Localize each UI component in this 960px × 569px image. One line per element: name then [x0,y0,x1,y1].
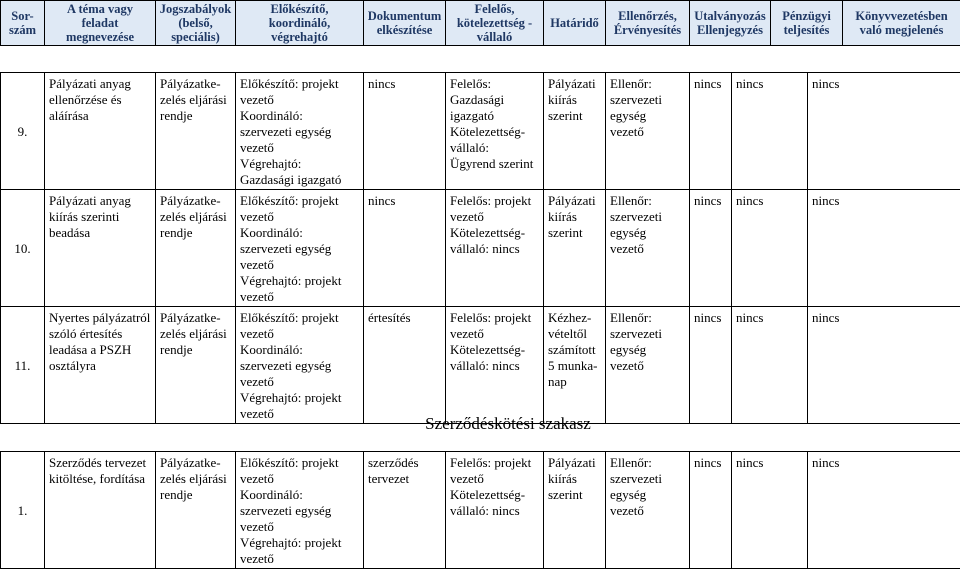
header-cell-roles: Előkészítő, koordináló, végrehajtó [236,1,364,46]
row-check: Ellenőr: szervezeti egység vezető [606,452,690,569]
row-resp: Felelős: Gazdasági igazgató Kötelezettség- vállaló: Ügyrend szerint [446,73,544,190]
row-resp: Felelős: projekt vezető Kötelezettség- vállaló: nincs [446,307,544,424]
table-row [1,73,960,190]
table-main [0,72,960,424]
row-book: nincs [808,190,960,307]
row-book: nincs [808,307,960,424]
row-law: Pályázatke- zelés eljárási rendje [156,452,236,569]
header-cell-topic: A téma vagy feladat megnevezése [45,1,156,46]
row-law: Pályázatke- zelés eljárási rendje [156,73,236,190]
header-cell-check: Ellenőrzés, Érvényesítés [606,1,690,46]
row-resp: Felelős: projekt vezető Kötelezettség- vállaló: nincs [446,452,544,569]
row-fin: nincs [732,190,808,307]
header-row [1,1,960,46]
row-roles: Előkészítő: projekt vezető Koordináló: szervezeti egység vezető Végrehajtó: projekt vezető [236,190,364,307]
header-cell-deadline: Határidő [544,1,606,46]
row-book: nincs [808,73,960,190]
row-check: Ellenőr: szervezeti egység vezető [606,307,690,424]
header-cell-num: Sor- szám [1,1,45,46]
header-cell-doc: Dokumentum elkészítése [364,1,446,46]
row-deadline: Pályázati kiírás szerint [544,452,606,569]
row-num: 10. [1,190,45,307]
row-auth: nincs [690,73,732,190]
row-check: Ellenőr: szervezeti egység vezető [606,73,690,190]
header-cell-fin: Pénzügyi teljesítés [771,1,843,46]
row-auth: nincs [690,307,732,424]
row-topic: Szerződés tervezet kitöltése, fordítása [45,452,156,569]
header-cell-resp: Felelős, kötelezettség - vállaló [446,1,544,46]
row-fin: nincs [732,307,808,424]
table-section [0,451,960,569]
row-deadline: Kézhez- vételtől számított 5 munka- nap [544,307,606,424]
row-num: 1. [1,452,45,569]
row-deadline: Pályázati kiírás szerint [544,190,606,307]
header-cell-law: Jogszabályok (belső, speciális) [156,1,236,46]
row-topic: Pályázati anyag ellenőrzése és aláírása [45,73,156,190]
row-doc: szerződés tervezet [364,452,446,569]
row-roles: Előkészítő: projekt vezető Koordináló: szervezeti egység vezető Végrehajtó: projekt vezető [236,452,364,569]
row-book: nincs [808,452,960,569]
row-law: Pályázatke- zelés eljárási rendje [156,307,236,424]
row-auth: nincs [690,452,732,569]
row-law: Pályázatke- zelés eljárási rendje [156,190,236,307]
row-fin: nincs [732,452,808,569]
row-auth: nincs [690,190,732,307]
table-row [1,307,960,424]
section-title: Szerződéskötési szakasz [0,414,960,434]
row-resp: Felelős: projekt vezető Kötelezettség- vállaló: nincs [446,190,544,307]
row-doc: értesítés [364,307,446,424]
row-num: 9. [1,73,45,190]
row-roles: Előkészítő: projekt vezető Koordináló: szervezeti egység vezető Végrehajtó: projekt vezető [236,307,364,424]
table-header [0,0,960,46]
row-doc: nincs [364,73,446,190]
row-topic: Pályázati anyag kiírás szerinti beadása [45,190,156,307]
row-doc: nincs [364,190,446,307]
row-topic: Nyertes pályázatról szóló értesítés leadása a PSZH osztályra [45,307,156,424]
header-cell-book: Könyvvezetésben való megjelenés [843,1,960,46]
row-check: Ellenőr: szervezeti egység vezető [606,190,690,307]
row-roles: Előkészítő: projekt vezető Koordináló: szervezeti egység vezető Végrehajtó: Gazdasági igazgató [236,73,364,190]
row-num: 11. [1,307,45,424]
table-row [1,190,960,307]
row-fin: nincs [732,73,808,190]
table-row [1,452,960,569]
header-cell-auth: Utalványozás Ellenjegyzés [690,1,771,46]
row-deadline: Pályázati kiírás szerint [544,73,606,190]
